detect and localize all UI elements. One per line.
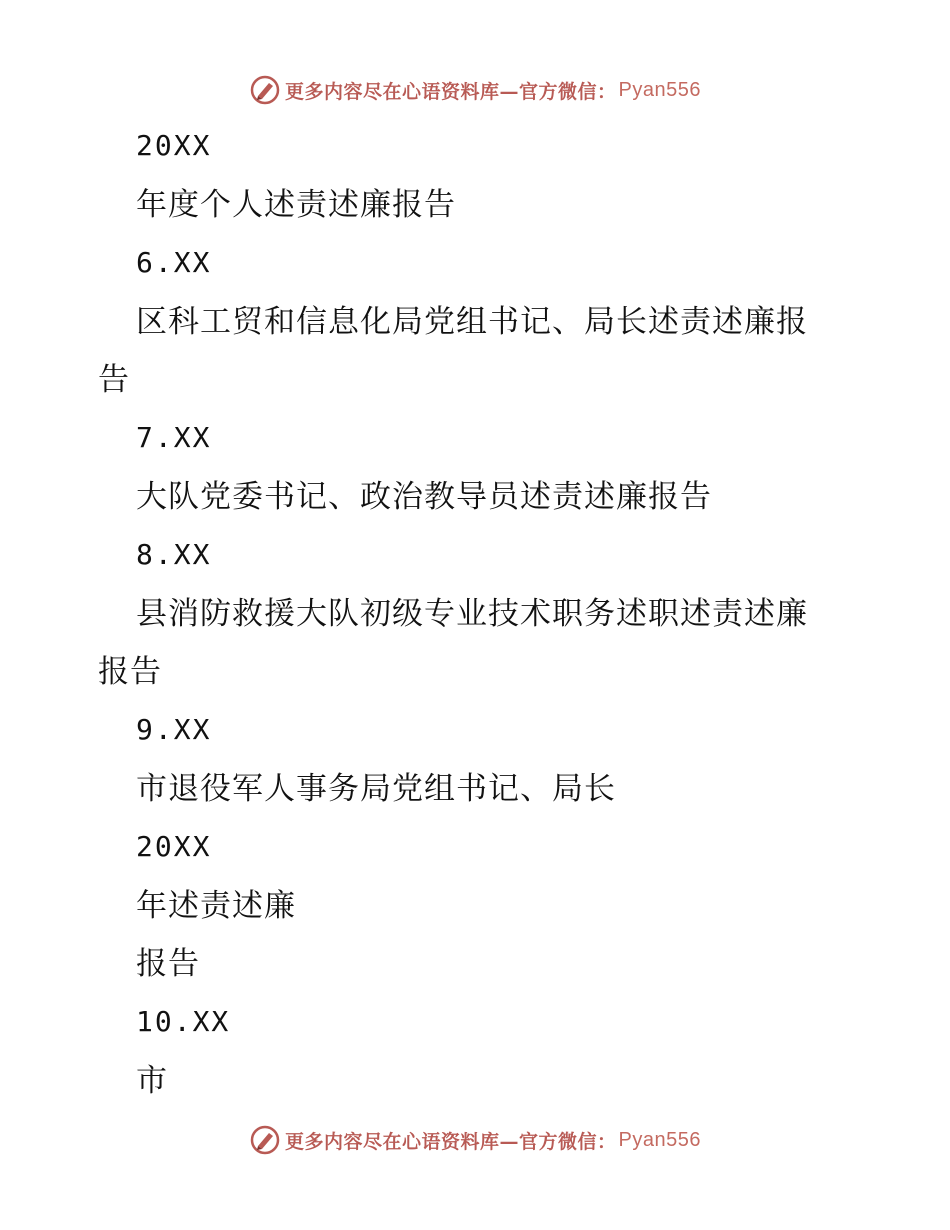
doc-line: 20XX	[136, 129, 212, 162]
pen-logo-icon	[249, 74, 281, 106]
doc-line: 区科工贸和信息化局党组书记、局长述责述廉报	[136, 304, 808, 340]
doc-line: 20XX	[136, 830, 212, 863]
footer-watermark	[0, 1120, 950, 1160]
header-watermark	[0, 70, 950, 110]
doc-line: 市	[136, 1063, 168, 1099]
watermark-handle: Pyan556	[618, 1128, 701, 1151]
doc-line: 7.XX	[136, 421, 212, 454]
watermark-text: 更多内容尽在心语资料库—官方微信：	[285, 80, 617, 103]
doc-line: 10.XX	[136, 1005, 231, 1038]
watermark-handle: Pyan556	[618, 78, 701, 101]
watermark-text: 更多内容尽在心语资料库—官方微信：	[285, 1130, 617, 1153]
doc-line: 9.XX	[136, 713, 212, 746]
doc-line: 6.XX	[136, 246, 212, 279]
doc-line: 报告	[98, 654, 162, 690]
doc-line: 市退役军人事务局党组书记、局长	[136, 771, 616, 807]
doc-line: 年述责述廉	[136, 888, 296, 924]
doc-line: 8.XX	[136, 538, 212, 571]
doc-line: 县消防救援大队初级专业技术职务述职述责述廉	[136, 596, 808, 632]
doc-line: 告	[98, 362, 130, 398]
doc-line: 大队党委书记、政治教导员述责述廉报告	[136, 479, 712, 515]
doc-line: 年度个人述责述廉报告	[136, 187, 456, 223]
doc-line: 报告	[136, 946, 200, 982]
pen-logo-icon	[249, 1124, 281, 1156]
